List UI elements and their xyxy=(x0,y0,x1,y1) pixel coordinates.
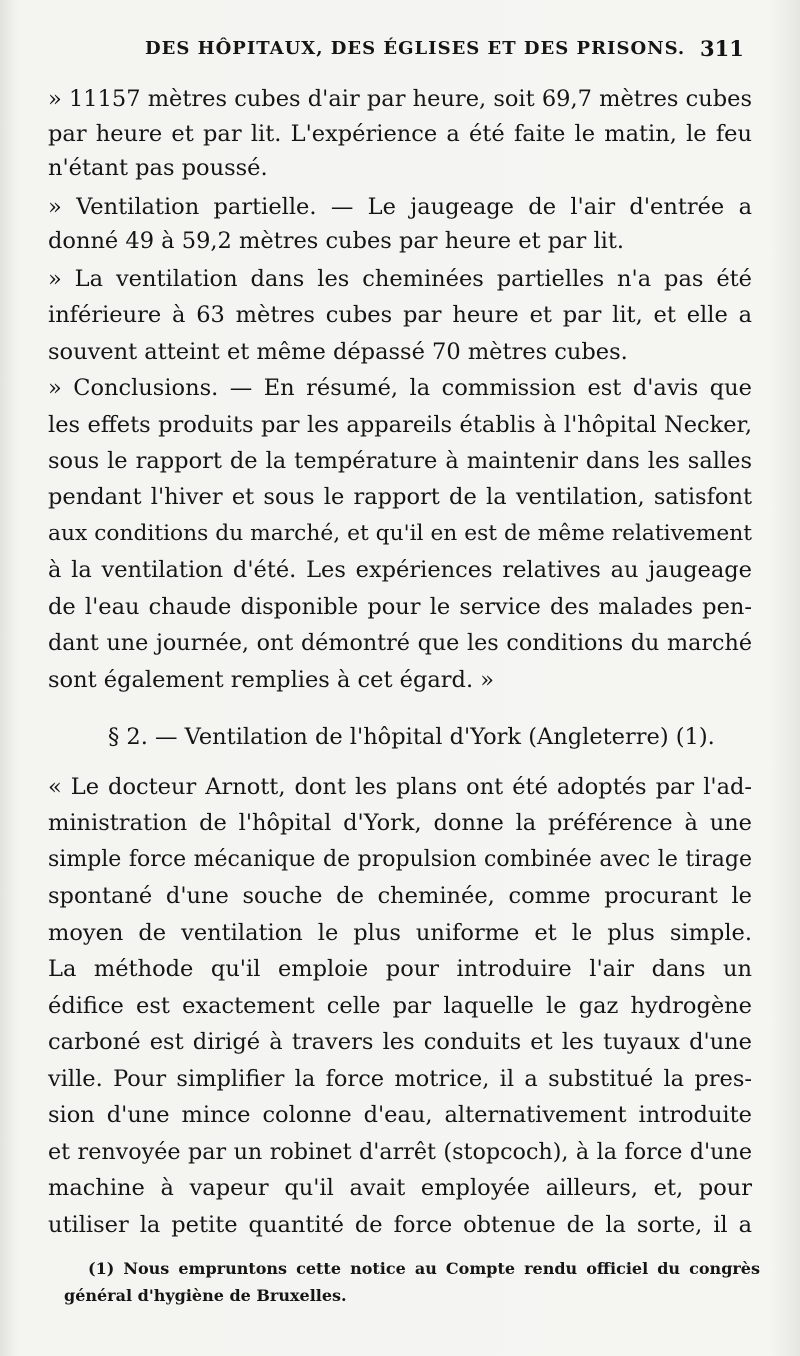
text-line: à la ventilation d'été. Les expériences relatives au jaugeage xyxy=(48,557,752,583)
text-line: pendant l'hiver et sous le rapport de la ventilation, satisfont xyxy=(48,484,752,510)
text-line: ministration de l'hôpital d'York, donne la préférence à une xyxy=(48,810,752,836)
text-line: moyen de ventilation le plus uniforme et le plus simple. xyxy=(48,920,752,946)
text-line: sion d'une mince colonne d'eau, alternativement introduite xyxy=(48,1102,752,1128)
text-line: par heure et par lit. L'expérience a été faite le matin, le feu xyxy=(48,121,752,147)
text-line: inférieure à 63 mètres cubes par heure et par lit, et elle a xyxy=(48,302,752,328)
section-heading: § 2. — Ventilation de l'hôpital d'York (Angleterre) (1). xyxy=(108,724,715,750)
text-line: » La ventilation dans les cheminées partielles n'a pas été xyxy=(48,266,752,292)
text-line: donné 49 à 59,2 mètres cubes par heure et par lit. xyxy=(48,228,625,254)
text-line: spontané d'une souche de cheminée, comme procurant le xyxy=(48,883,752,909)
text-line: et renvoyée par un robinet d'arrêt (stopcoch), à la force d'une xyxy=(48,1139,752,1165)
text-line: « Le docteur Arnott, dont les plans ont été adoptés par l'ad- xyxy=(48,774,752,800)
text-line: simple force mécanique de propulsion combinée avec le tirage xyxy=(48,847,752,872)
text-line: aux conditions du marché, et qu'il en est de même relativement xyxy=(48,521,752,546)
footnote-line: (1) Nous empruntons cette notice au Compte rendu officiel du congrès xyxy=(88,1259,760,1278)
text-line: carboné est dirigé à travers les conduits et les tuyaux d'une xyxy=(48,1029,752,1055)
text-line: ville. Pour simplifier la force motrice, il a substitué la pres- xyxy=(48,1066,752,1092)
text-line: sous le rapport de la température à maintenir dans les salles xyxy=(48,448,752,474)
text-line: » Ventilation partielle. — Le jaugeage de l'air d'entrée a xyxy=(48,194,752,220)
text-line: La méthode qu'il emploie pour introduire l'air dans un xyxy=(48,956,752,982)
text-line: » 11157 mètres cubes d'air par heure, soit 69,7 mètres cubes xyxy=(48,86,752,112)
text-line: sont également remplies à cet égard. » xyxy=(48,667,495,693)
text-line: n'étant pas poussé. xyxy=(48,155,268,181)
text-line: édifice est exactement celle par laquelle le gaz hydrogène xyxy=(48,993,752,1019)
footnote-line: général d'hygiène de Bruxelles. xyxy=(64,1286,347,1305)
text-line: machine à vapeur qu'il avait employée ailleurs, et, pour xyxy=(48,1175,752,1201)
page-number: 311 xyxy=(700,36,744,61)
running-title: DES HÔPITAUX, DES ÉGLISES ET DES PRISONS. xyxy=(145,38,686,59)
text-line: les effets produits par les appareils établis à l'hôpital Necker, xyxy=(48,412,752,438)
text-line: de l'eau chaude disponible pour le service des malades pen- xyxy=(48,594,752,620)
text-line: utiliser la petite quantité de force obtenue de la sorte, il a xyxy=(48,1212,752,1238)
text-line: » Conclusions. — En résumé, la commission est d'avis que xyxy=(48,375,752,401)
text-line: souvent atteint et même dépassé 70 mètres cubes. xyxy=(48,339,628,365)
text-line: dant une journée, ont démontré que les conditions du marché xyxy=(48,630,752,656)
